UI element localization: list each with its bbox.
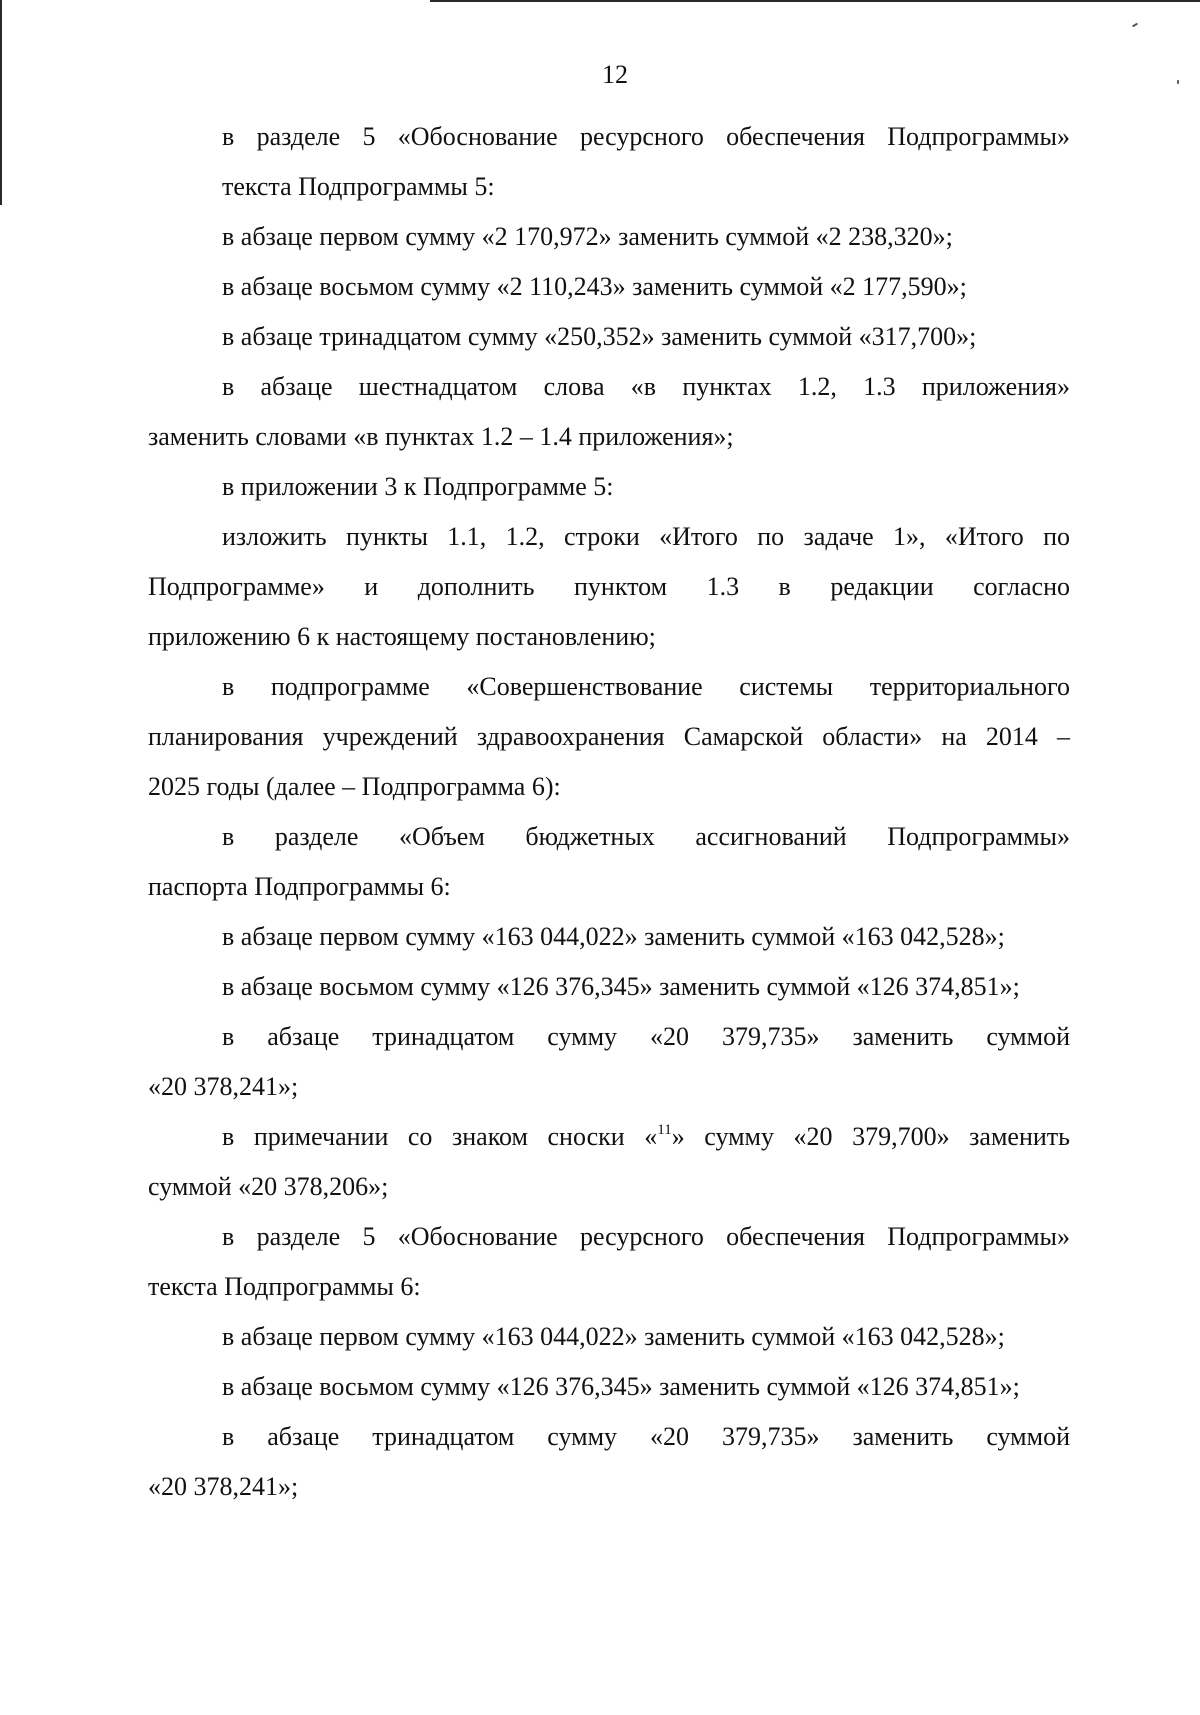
paragraph (148, 1012, 1070, 1112)
paragraph (148, 812, 1070, 912)
text-line: паспорта Подпрограммы 6: (148, 872, 451, 901)
scan-edge-top (430, 0, 1200, 2)
paragraph: в абзаце восьмом сумму «126 376,345» заменить суммой «126 374,851»; (222, 972, 1020, 1001)
paragraph (148, 112, 1070, 212)
text-line: изложить пункты 1.1, 1.2, строки «Итого по задаче 1», «Итого по (222, 522, 1070, 551)
paragraph: в абзаце тринадцатом сумму «250,352» заменить суммой «317,700»; (222, 322, 977, 351)
paragraph: в абзаце первом сумму «2 170,972» заменить суммой «2 238,320»; (222, 222, 953, 251)
paragraph: в абзаце первом сумму «163 044,022» заменить суммой «163 042,528»; (222, 1322, 1005, 1351)
text-line: в абзаце шестнадцатом слова «в пунктах 1.2, 1.3 приложения» (222, 372, 1070, 401)
paragraph (148, 1212, 1070, 1312)
text-line: в разделе 5 «Обоснование ресурсного обеспечения Подпрограммы» (222, 1222, 1070, 1251)
text-line: суммой «20 378,206»; (148, 1172, 389, 1201)
text-line: Подпрограмме» и дополнить пунктом 1.3 в редакции согласно (148, 572, 1070, 601)
paragraph (148, 1112, 1070, 1212)
text-line: приложению 6 к настоящему постановлению; (148, 622, 656, 651)
scan-mark (1132, 23, 1138, 28)
paragraph: в абзаце восьмом сумму «126 376,345» заменить суммой «126 374,851»; (222, 1372, 1020, 1401)
paragraph: в приложении 3 к Подпрограмме 5: (222, 472, 614, 501)
scan-edge-left (0, 0, 2, 205)
paragraph: в абзаце восьмом сумму «2 110,243» заменить суммой «2 177,590»; (222, 272, 967, 301)
text-line: в абзаце тринадцатом сумму «20 379,735» заменить суммой (222, 1022, 1070, 1051)
text-line: планирования учреждений здравоохранения Самарской области» на 2014 – (148, 722, 1070, 751)
text-line: в разделе 5 «Обоснование ресурсного обеспечения Подпрограммы» (222, 122, 1070, 151)
text-line: в абзаце тринадцатом сумму «20 379,735» заменить суммой (222, 1422, 1070, 1451)
text-line: текста Подпрограммы 5: (222, 172, 495, 201)
page-number: 12 (602, 60, 628, 89)
paragraph (148, 512, 1070, 662)
text-fragment: в примечании со знаком сноски « (222, 1122, 658, 1151)
paragraph (148, 1412, 1070, 1512)
paragraph (148, 662, 1070, 812)
text-line: «20 378,241»; (148, 1472, 299, 1501)
text-line (148, 1112, 1070, 1162)
text-line: текста Подпрограммы 6: (148, 1272, 421, 1301)
paragraph: в абзаце первом сумму «163 044,022» заменить суммой «163 042,528»; (222, 922, 1005, 951)
text-line: «20 378,241»; (148, 1072, 299, 1101)
text-line: 2025 годы (далее – Подпрограмма 6): (148, 772, 561, 801)
paragraph (148, 362, 1070, 462)
text-fragment: » сумму «20 379,700» заменить (671, 1122, 1070, 1151)
text-line: в подпрограмме «Совершенствование системы территориального (222, 672, 1070, 701)
text-line: в разделе «Объем бюджетных ассигнований Подпрограммы» (222, 822, 1070, 851)
text-line: заменить словами «в пунктах 1.2 – 1.4 приложения»; (148, 422, 734, 451)
footnote-mark: 11 (657, 1122, 672, 1138)
document-body (148, 112, 1070, 1512)
